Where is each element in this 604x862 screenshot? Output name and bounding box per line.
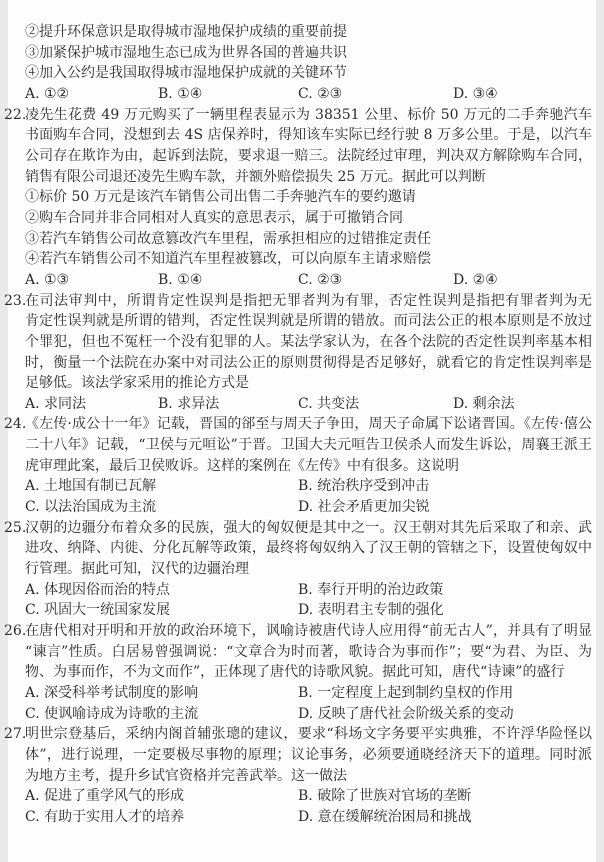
question-line — [4, 414, 596, 435]
answer-option[interactable]: D. ②④ — [453, 271, 498, 288]
question-number: 27. — [4, 726, 27, 743]
question-line — [8, 766, 596, 787]
answer-option[interactable]: C. 巩固大一统国家发展 — [25, 602, 171, 619]
answer-option[interactable]: D. 反映了唐代社会阶级关系的变动 — [298, 705, 514, 722]
question-text: 公司存在欺诈为由，起诉到法院，要求退一赔三。法院经过审理，判决双方解除购车合同， — [25, 147, 592, 164]
answer-option[interactable]: B. ①④ — [158, 85, 203, 102]
question-line — [4, 291, 596, 312]
answer-option[interactable]: A. 求同法 — [25, 395, 87, 412]
answer-option[interactable]: C. ②③ — [298, 85, 343, 102]
exam-page — [4, 0, 596, 862]
question-text: 在唐代相对开明和开放的政治环境下，讽喻诗被唐代诗人应用得“前无古人”，并具有了明显 — [25, 623, 592, 640]
options-row — [8, 394, 596, 415]
question-text: 在司法审判中，所谓肯定性误判是指把无罪者判为有罪，否定性误判是指把有罪者判为无 — [25, 292, 592, 309]
statement: ②购车合同并非合同相对人真实的意思表示，属于可撤销合同 — [25, 209, 403, 226]
question-text: 《左传·成公十一年》记载，晋国的郤至与周天子争田，周天子命属下讼诸晋国。《左传·僖公 — [25, 416, 592, 433]
answer-option[interactable]: A. ①③ — [25, 271, 70, 288]
answer-option[interactable]: D. 剩余法 — [453, 395, 515, 412]
answer-option[interactable]: C. 有助于实用人才的培养 — [25, 808, 185, 825]
question-text: “谏言”性质。白居易曾强调说：“文章合为时而著，歌诗合为事而作”；要“为君、为臣、为 — [25, 643, 592, 660]
statement: ③若汽车销售公司故意篡改汽车里程，需承担相应的过错推定责任 — [25, 230, 431, 247]
question — [4, 105, 596, 291]
question-line — [8, 435, 596, 456]
question — [4, 724, 596, 827]
question-line — [4, 621, 596, 642]
question — [8, 22, 596, 105]
answer-option[interactable]: A. 深受科举考试制度的影响 — [25, 685, 199, 701]
question-list — [4, 22, 596, 828]
question-number: 23. — [4, 292, 27, 309]
question-text: 物、为事而作，不为文而作”，正体现了唐代的诗歌风貌。据此可知，唐代“诗谏”的盛行 — [25, 664, 565, 681]
question-line — [8, 373, 596, 394]
question — [4, 291, 596, 415]
question-line — [8, 353, 596, 374]
answer-option[interactable]: B. 求异法 — [158, 395, 220, 412]
statement: ④加入公约是我国取得城市湿地保护成就的关键环节 — [25, 65, 347, 82]
question-text: 汉朝的边疆分布着众多的民族，强大的匈奴便是其中之一。汉王朝对其先后采取了和亲、武 — [25, 519, 592, 536]
question-text: 时，衡量一个法院在办案中对司法公正的原则贯彻得是否足够好，就看它的肯定性误判率是 — [25, 354, 592, 371]
question-text: 明世宗登基后，采纳内阁首辅张璁的建议，要求“科场文字务要平实典雅，不许浮华险怪以 — [25, 726, 592, 743]
question-text: 行管理。据此可知，汉代的边疆治理 — [25, 561, 249, 578]
question-line — [8, 662, 596, 683]
answer-option[interactable]: D. 意在缓解统治困局和挑战 — [298, 808, 472, 825]
answer-option[interactable]: B. 统治秩序受到冲击 — [298, 478, 430, 495]
statement-line — [8, 249, 596, 270]
statement-line — [8, 43, 596, 64]
question-text: 虎审理此案，最后卫侯败诉。这样的案例在《左传》中有很多。这说明 — [25, 457, 459, 474]
statement-line — [8, 229, 596, 250]
question-number: 24. — [4, 416, 27, 433]
question-text: 二十八年》记载，“卫侯与元咺讼”于晋。卫国大夫元咺告卫侯杀人而发生诉讼，周襄王派王 — [25, 437, 592, 454]
question-text: 为地方主考，提升乡试官资格并完善武举。这一做法 — [25, 767, 347, 784]
statement: ③加紧保护城市湿地生态已成为世界各国的普遍共识 — [25, 44, 347, 61]
question-text: 销售有限公司退还凌先生购车款，并额外赔偿损失 25 万元。据此可以判断 — [25, 168, 486, 185]
statement-line — [8, 22, 596, 43]
options-row — [8, 497, 596, 518]
answer-option[interactable]: A. 体现因俗而治的特点 — [25, 581, 171, 598]
answer-option[interactable]: B. ①④ — [158, 271, 203, 288]
answer-option[interactable]: D. 社会矛盾更加尖锐 — [298, 499, 430, 516]
question-text: 进攻、纳降、内徙、分化瓦解等政策，最终将匈奴纳入了汉王朝的管辖之下，设置使匈奴中 — [25, 540, 592, 557]
question-line — [8, 456, 596, 477]
statement: ①标价 50 万元是该汽车销售公司出售二手奔驰汽车的要约邀请 — [25, 189, 416, 206]
question-text: 体”，进行说理，一定要极尽事物的原理；议论事务，必须要通晓经济天下的道理。同时派 — [25, 746, 592, 763]
question-line — [4, 518, 596, 539]
answer-option[interactable]: D. ③④ — [453, 85, 498, 102]
answer-option[interactable]: A. 土地国有制已瓦解 — [25, 478, 157, 495]
options-row — [8, 270, 596, 291]
answer-option[interactable]: B. 一定程度上起到制约皇权的作用 — [298, 685, 514, 701]
question-number: 26. — [4, 623, 27, 640]
question-number: 25. — [4, 519, 27, 536]
options-row — [8, 683, 596, 704]
answer-option[interactable]: A. 促进了重学风气的形成 — [25, 788, 185, 805]
options-row — [8, 476, 596, 497]
question-text: 肯定性误判就是所谓的错判，否定性误判就是所谓的错放。而司法公正的根本原则是不放过 — [25, 313, 592, 330]
question-line — [8, 642, 596, 663]
options-row — [8, 786, 596, 807]
options-row — [8, 704, 596, 725]
options-row — [8, 807, 596, 828]
question-line — [8, 538, 596, 559]
answer-option[interactable]: C. ②③ — [298, 271, 343, 288]
question-line — [8, 311, 596, 332]
question — [4, 414, 596, 517]
question — [4, 518, 596, 621]
question-text: 个罪犯，但也不冤枉一个没有犯罪的人。某法学家认为，在各个法院的否定性误判率基本相 — [25, 333, 592, 350]
question-number: 22. — [4, 106, 27, 123]
answer-option[interactable]: C. 使讽喻诗成为诗歌的主流 — [25, 705, 199, 722]
question-line — [4, 724, 596, 745]
question-text: 足够低。该法学家采用的推论方式是 — [25, 375, 249, 392]
statement-line — [8, 187, 596, 208]
question-line — [8, 559, 596, 580]
answer-option[interactable]: C. 以法治国成为主流 — [25, 499, 157, 516]
statement: ②提升环保意识是取得城市湿地保护成绩的重要前提 — [25, 24, 347, 40]
answer-option[interactable]: B. 破除了世族对官场的垄断 — [298, 788, 472, 805]
question-line — [8, 125, 596, 146]
question-line — [8, 745, 596, 766]
question-line — [4, 105, 596, 126]
answer-option[interactable]: C. 共变法 — [298, 395, 360, 412]
question-line — [8, 332, 596, 353]
statement-line — [8, 63, 596, 84]
question-text: 书面购车合同，没想到去 4S 店保养时，得知该车实际已经行驶 8 万多公里。于是，以汽车 — [25, 127, 592, 144]
question-text: 凌先生花费 49 万元购买了一辆里程表显示为 38351 公里、标价 50 万元的二手奔驰汽车 — [25, 106, 592, 123]
answer-option[interactable]: D. 表明君主专制的强化 — [298, 602, 444, 619]
question-line — [8, 167, 596, 188]
options-row — [8, 580, 596, 601]
answer-option[interactable]: B. 奉行开明的治边政策 — [298, 581, 444, 598]
answer-option[interactable]: A. ①② — [25, 85, 70, 102]
statement-line — [8, 208, 596, 229]
options-row — [8, 84, 596, 105]
statement: ④若汽车销售公司不知道汽车里程被篡改，可以向原车主请求赔偿 — [25, 251, 431, 268]
question — [4, 621, 596, 724]
question-line — [8, 146, 596, 167]
options-row — [8, 600, 596, 621]
